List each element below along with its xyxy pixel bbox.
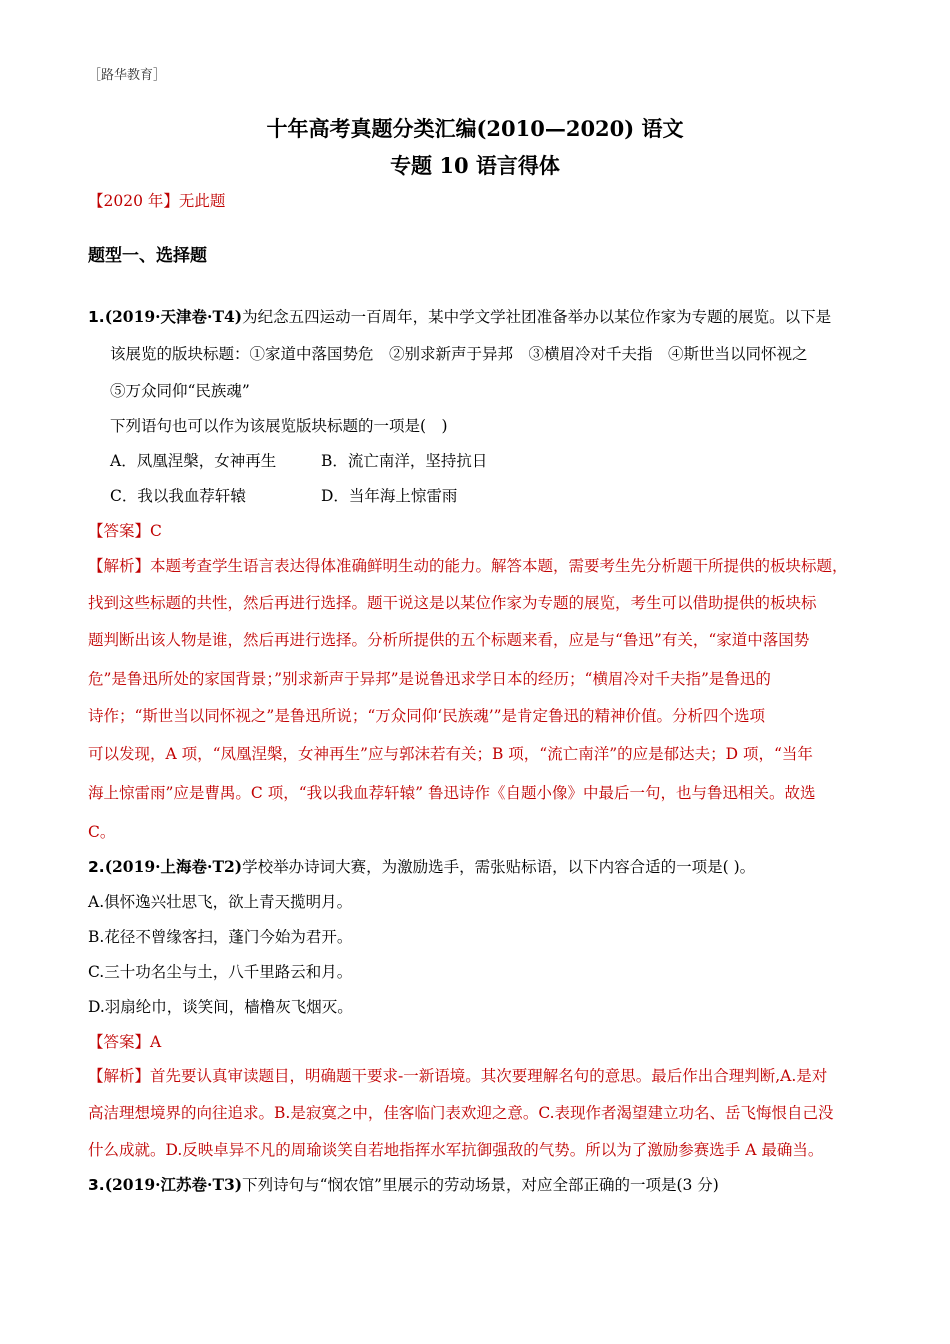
analysis-line: 题判断出该人物是谁，然后再进行选择。分析所提供的五个标题来看，应是与“鲁迅”有关，“家道中落国势 bbox=[88, 631, 810, 649]
analysis-line: 诗作；“斯世当以同怀视之”是鲁迅所说；“万众同仰‘民族魂’”是肯定鲁迅的精神价值。分析四个选项 bbox=[88, 707, 766, 725]
option-a: A.俱怀逸兴壮思飞，欲上青天揽明月。 bbox=[88, 893, 353, 911]
analysis-line bbox=[88, 556, 848, 576]
question-1-stem-line4: 下列语句也可以作为该展览版块标题的一项是( ) bbox=[110, 417, 448, 435]
year-note: 【2020 年】无此题 bbox=[88, 192, 226, 210]
option-a: A．凤凰涅槃，女神再生 bbox=[110, 452, 277, 470]
analysis-line: 高洁理想境界的向往追求。B.是寂寞之中，佳客临门表欢迎之意。C.表现作者渴望建立功名、岳飞悔恨自己没 bbox=[88, 1104, 834, 1122]
analysis-line: 什么成就。D.反映卓异不凡的周瑜谈笑自若地指挥水军抗御强敌的气势。所以为了激励参赛选手 A 最确当。 bbox=[88, 1141, 824, 1159]
question-source: (2019·江苏卷·T3) bbox=[104, 1175, 243, 1194]
question-1-stem-line3: ⑤万众同仰“民族魂” bbox=[110, 382, 250, 400]
question-number: 3. bbox=[88, 1176, 105, 1194]
section-heading: 题型一、选择题 bbox=[88, 246, 207, 266]
analysis-text: 首先要认真审读题目，明确题干要求-一新语境。其次要理解名句的意思。最后作出合理判断,A.是对 bbox=[150, 1067, 828, 1085]
question-text: 下列诗句与“悯农馆”里展示的劳动场景，对应全部正确的一项是(3 分) bbox=[242, 1176, 719, 1194]
analysis-label: 【解析】 bbox=[88, 557, 151, 575]
analysis-text: 本题考查学生语言表达得体准确鲜明生动的能力。解答本题，需要考生先分析题干所提供的板块标题， bbox=[150, 557, 848, 575]
analysis-label: 【解析】 bbox=[88, 1067, 151, 1085]
question-text: 为纪念五四运动一百周年，某中学文学社团准备举办以某位作家为专题的展览。以下是 bbox=[242, 308, 832, 326]
analysis-line: C。 bbox=[88, 823, 116, 841]
option-d: D．当年海上惊雷雨 bbox=[321, 487, 458, 505]
analysis-line: 危”是鲁迅所处的家国背景；”别求新声于异邦”是说鲁迅求学日本的经历；“横眉冷对千夫指”是鲁迅的 bbox=[88, 670, 771, 688]
answer: 【答案】C bbox=[88, 522, 162, 540]
header-note: ［路华教育］ bbox=[88, 68, 167, 83]
question-3-stem bbox=[88, 1175, 719, 1195]
analysis-line bbox=[88, 1066, 827, 1086]
analysis-line: 海上惊雷雨”应是曹禺。C 项，“我以我血荐轩辕” 鲁迅诗作《自题小像》中最后一句，也与鲁迅相关。故选 bbox=[88, 784, 816, 802]
question-source: (2019·天津卷·T4) bbox=[104, 307, 243, 326]
question-number: 2. bbox=[88, 858, 105, 876]
question-source: (2019·上海卷·T2) bbox=[104, 857, 243, 876]
analysis-line: 可以发现，A 项，“凤凰涅槃，女神再生”应与郭沫若有关；B 项，“流亡南洋”的应是郁达夫；D 项，“当年 bbox=[88, 745, 813, 763]
document-title: 十年高考真题分类汇编(2010—2020) 语文 bbox=[266, 116, 684, 141]
question-2-stem bbox=[88, 857, 755, 877]
analysis-line: 找到这些标题的共性，然后再进行选择。题干说这是以某位作家为专题的展览，考生可以借助提供的板块标 bbox=[88, 594, 817, 612]
option-b: B．流亡南洋，坚持抗日 bbox=[321, 452, 488, 470]
question-1-stem-line1 bbox=[88, 307, 831, 327]
document-subtitle: 专题 10 语言得体 bbox=[390, 153, 560, 178]
answer: 【答案】A bbox=[88, 1033, 162, 1051]
question-text: 学校举办诗词大赛，为激励选手，需张贴标语，以下内容合适的一项是( )。 bbox=[242, 858, 756, 876]
option-b: B.花径不曾缘客扫，蓬门今始为君开。 bbox=[88, 928, 353, 946]
option-c: C．我以我血荐轩辕 bbox=[110, 487, 246, 505]
question-number: 1. bbox=[88, 308, 105, 326]
question-1-stem-line2: 该展览的版块标题：①家道中落国势危 ②别求新声于异邦 ③横眉冷对千夫指 ④斯世当以同怀视之 bbox=[110, 345, 808, 363]
option-d: D.羽扇纶巾，谈笑间，樯橹灰飞烟灭。 bbox=[88, 998, 353, 1016]
option-c: C.三十功名尘与土，八千里路云和月。 bbox=[88, 963, 353, 981]
